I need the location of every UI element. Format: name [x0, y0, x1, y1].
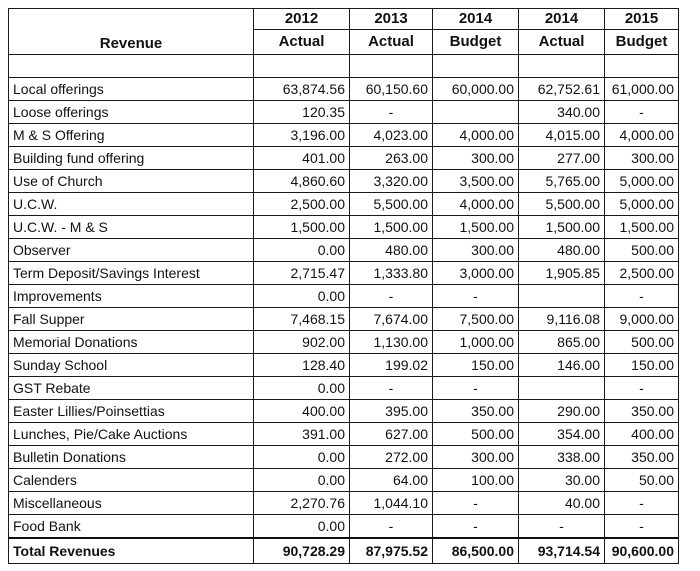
row-value: 60,000.00 — [433, 78, 519, 101]
row-value: 150.00 — [605, 354, 679, 377]
row-value: 395.00 — [350, 400, 433, 423]
row-value: 61,000.00 — [605, 78, 679, 101]
table-row — [9, 377, 679, 400]
total-value: 90,728.29 — [254, 538, 350, 564]
table-row — [9, 170, 679, 193]
row-value: 0.00 — [254, 469, 350, 492]
revenue-rows — [9, 55, 679, 539]
row-value: 500.00 — [433, 423, 519, 446]
column-kind: Actual — [519, 30, 605, 55]
row-value: - — [433, 492, 519, 515]
row-value: - — [433, 377, 519, 400]
table-row — [9, 124, 679, 147]
row-label: Loose offerings — [9, 101, 254, 124]
row-value: 0.00 — [254, 285, 350, 308]
table-row — [9, 308, 679, 331]
row-value: 4,023.00 — [350, 124, 433, 147]
row-label: Improvements — [9, 285, 254, 308]
table-row — [9, 400, 679, 423]
row-value: 40.00 — [519, 492, 605, 515]
row-value: - — [519, 515, 605, 539]
row-value: 2,500.00 — [605, 262, 679, 285]
revenue-table — [8, 8, 679, 564]
table-row — [9, 423, 679, 446]
total-value: 87,975.52 — [350, 538, 433, 564]
row-value — [519, 377, 605, 400]
row-value: 391.00 — [254, 423, 350, 446]
row-value: 4,000.00 — [605, 124, 679, 147]
row-value: 300.00 — [433, 446, 519, 469]
row-value: 300.00 — [433, 239, 519, 262]
row-value: 62,752.61 — [519, 78, 605, 101]
column-kind: Actual — [350, 30, 433, 55]
row-value: 350.00 — [433, 400, 519, 423]
table-row — [9, 469, 679, 492]
row-value: 340.00 — [519, 101, 605, 124]
table-row — [9, 239, 679, 262]
row-label: Building fund offering — [9, 147, 254, 170]
total-value: 90,600.00 — [605, 538, 679, 564]
row-value: 1,500.00 — [433, 216, 519, 239]
row-label: Sunday School — [9, 354, 254, 377]
row-value: - — [350, 101, 433, 124]
row-value: 4,000.00 — [433, 124, 519, 147]
row-value: - — [605, 492, 679, 515]
table-row — [9, 285, 679, 308]
row-value: 1,333.80 — [350, 262, 433, 285]
row-label: Lunches, Pie/Cake Auctions — [9, 423, 254, 446]
row-label: U.C.W. - M & S — [9, 216, 254, 239]
header-year-row — [9, 9, 679, 30]
row-label: Memorial Donations — [9, 331, 254, 354]
row-value: 1,044.10 — [350, 492, 433, 515]
row-value: 400.00 — [254, 400, 350, 423]
table-row — [9, 193, 679, 216]
row-label: Food Bank — [9, 515, 254, 539]
row-value: 0.00 — [254, 377, 350, 400]
total-label: Total Revenues — [9, 538, 254, 564]
row-label: M & S Offering — [9, 124, 254, 147]
column-year: 2015 — [605, 9, 679, 30]
row-value: 1,000.00 — [433, 331, 519, 354]
table-row — [9, 216, 679, 239]
row-value: 5,765.00 — [519, 170, 605, 193]
row-value: 199.02 — [350, 354, 433, 377]
column-kind: Budget — [433, 30, 519, 55]
row-value: 1,905.85 — [519, 262, 605, 285]
row-value: 9,116.08 — [519, 308, 605, 331]
row-value: 120.35 — [254, 101, 350, 124]
row-value: 354.00 — [519, 423, 605, 446]
row-value: 0.00 — [254, 446, 350, 469]
table-row — [9, 331, 679, 354]
row-value: 865.00 — [519, 331, 605, 354]
row-value: 5,000.00 — [605, 170, 679, 193]
column-year: 2014 — [519, 9, 605, 30]
row-value: 902.00 — [254, 331, 350, 354]
table-row — [9, 147, 679, 170]
row-value: 9,000.00 — [605, 308, 679, 331]
row-value: 4,000.00 — [433, 193, 519, 216]
row-label: Calenders — [9, 469, 254, 492]
row-value: 3,196.00 — [254, 124, 350, 147]
row-value: 146.00 — [519, 354, 605, 377]
table-row — [9, 101, 679, 124]
row-value: 627.00 — [350, 423, 433, 446]
row-value: 100.00 — [433, 469, 519, 492]
row-label: Local offerings — [9, 78, 254, 101]
row-value: 4,860.60 — [254, 170, 350, 193]
row-value: - — [605, 377, 679, 400]
revenue-document — [8, 8, 679, 564]
row-label: GST Rebate — [9, 377, 254, 400]
row-value: 4,015.00 — [519, 124, 605, 147]
row-value: 30.00 — [519, 469, 605, 492]
row-value: 300.00 — [433, 147, 519, 170]
row-value: 300.00 — [605, 147, 679, 170]
row-value: 2,715.47 — [254, 262, 350, 285]
column-year: 2014 — [433, 9, 519, 30]
table-row — [9, 492, 679, 515]
row-value: 128.40 — [254, 354, 350, 377]
row-value: 3,320.00 — [350, 170, 433, 193]
table-row — [9, 354, 679, 377]
row-value — [433, 101, 519, 124]
row-value: 400.00 — [605, 423, 679, 446]
row-value: 480.00 — [350, 239, 433, 262]
row-value: 2,270.76 — [254, 492, 350, 515]
row-value: 64.00 — [350, 469, 433, 492]
row-value: - — [350, 515, 433, 539]
row-value: 3,500.00 — [433, 170, 519, 193]
row-value: - — [605, 101, 679, 124]
row-value: 5,500.00 — [519, 193, 605, 216]
row-value: 2,500.00 — [254, 193, 350, 216]
row-value: 150.00 — [433, 354, 519, 377]
total-value: 93,714.54 — [519, 538, 605, 564]
row-value: 50.00 — [605, 469, 679, 492]
row-value: 1,130.00 — [350, 331, 433, 354]
row-value: 5,500.00 — [350, 193, 433, 216]
total-value: 86,500.00 — [433, 538, 519, 564]
column-kind: Actual — [254, 30, 350, 55]
row-label: Bulletin Donations — [9, 446, 254, 469]
column-year: 2012 — [254, 9, 350, 30]
row-value: 7,500.00 — [433, 308, 519, 331]
row-value: 1,500.00 — [254, 216, 350, 239]
blank-row — [9, 55, 679, 78]
row-label: Easter Lillies/Poinsettias — [9, 400, 254, 423]
row-label: Use of Church — [9, 170, 254, 193]
row-label: Fall Supper — [9, 308, 254, 331]
row-value: 350.00 — [605, 400, 679, 423]
row-label: Term Deposit/Savings Interest — [9, 262, 254, 285]
row-value: 290.00 — [519, 400, 605, 423]
table-row — [9, 262, 679, 285]
row-value: 7,468.15 — [254, 308, 350, 331]
row-value: - — [433, 515, 519, 539]
row-value: - — [605, 285, 679, 308]
row-value: 0.00 — [254, 239, 350, 262]
row-value: 277.00 — [519, 147, 605, 170]
row-value — [519, 285, 605, 308]
row-value: - — [350, 377, 433, 400]
row-value: 1,500.00 — [350, 216, 433, 239]
row-label: U.C.W. — [9, 193, 254, 216]
row-value: 480.00 — [519, 239, 605, 262]
row-label: Miscellaneous — [9, 492, 254, 515]
table-row — [9, 78, 679, 101]
row-value: 263.00 — [350, 147, 433, 170]
revenue-header: Revenue — [9, 9, 254, 55]
row-value: 7,674.00 — [350, 308, 433, 331]
row-value: 401.00 — [254, 147, 350, 170]
row-value: 5,000.00 — [605, 193, 679, 216]
row-value: 272.00 — [350, 446, 433, 469]
row-value: - — [433, 285, 519, 308]
table-row — [9, 446, 679, 469]
row-value: - — [350, 285, 433, 308]
row-value: 63,874.56 — [254, 78, 350, 101]
total-row — [9, 538, 679, 564]
row-value: 500.00 — [605, 331, 679, 354]
column-kind: Budget — [605, 30, 679, 55]
row-value: 350.00 — [605, 446, 679, 469]
row-value: 3,000.00 — [433, 262, 519, 285]
row-value: 60,150.60 — [350, 78, 433, 101]
row-value: 338.00 — [519, 446, 605, 469]
row-value: - — [605, 515, 679, 539]
row-value: 500.00 — [605, 239, 679, 262]
column-year: 2013 — [350, 9, 433, 30]
row-value: 1,500.00 — [519, 216, 605, 239]
row-value: 1,500.00 — [605, 216, 679, 239]
row-label: Observer — [9, 239, 254, 262]
table-row — [9, 515, 679, 539]
row-value: 0.00 — [254, 515, 350, 539]
